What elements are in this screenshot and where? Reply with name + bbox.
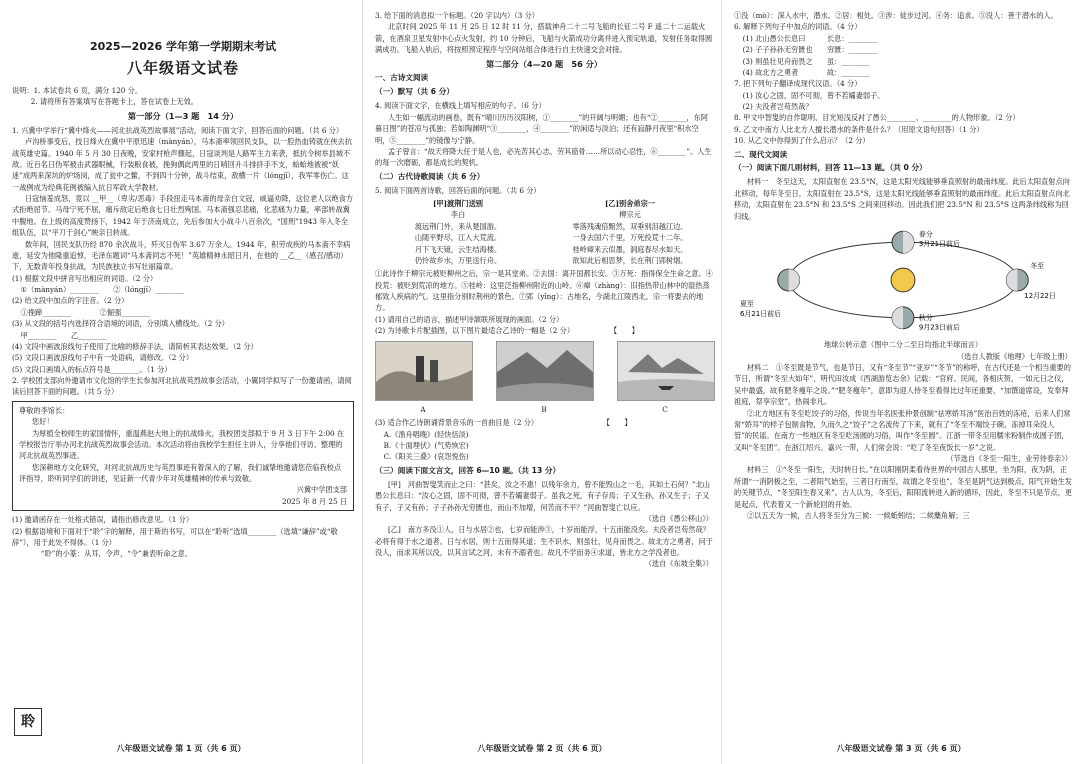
material-2-source: （节选自《冬至一阳生，业劳待春亲》）	[946, 454, 1072, 464]
material-2: 材料二 ①冬至既是节气，也是节日，又有“冬至节”“亚岁”“冬节”的称呼，在古代还是一个相当重要的节日，所谓“冬至大如年”，明代田汝成《西湖游览志余》记载：“官府、民间，各相庆贺，一如元日之仪，吴中最盛，故有肥冬瘦年之说。”“肥冬瘦年”，意即为迎人侍冬至看得比过年还重要，“加馔道席设，发奉拜祖庭，祭享宗堂”，热闹非凡。	[734, 363, 1071, 407]
letter-signature: 兴冀中学团支部	[296, 485, 347, 495]
question-item: ①（mànyán）________ ②（lóngjī）________	[20, 285, 184, 295]
label-autumn: 秋分	[918, 313, 933, 322]
subsection-title: （一）默写（共 6 分）	[375, 87, 454, 97]
passage-paragraph: 日寇恼羞成怒，竟以 __甲__（卑劣/恶毒）手段扭走马本斋的母亲白文冠，威逼劝降，这位老人以绝食方式拒绝屈节。马母宁死不屈，痛斥敌定后绝食七日壮烈殉国。马本斋强忍悲痛，化悲痛为力量，率部转战冀中腹地。在上级的高度赞扬下，1942 年于济南成立，先后参加大小战斗八百余次，“国刑”1943 年入冬全组队伍，以“平刀于剑心”映亲日转战。	[12, 194, 354, 238]
illustration-option-a	[375, 341, 471, 416]
page-footer: 八年级语文试卷 第 2 页（共 6 页）	[477, 744, 607, 754]
classical-text-b: [乙] 南方多没①人，日与水居②也，七岁而能涉③，十岁而能浮，十五而能没矣。夫没者岂苟然哉？必将有得于水之道者。日与水居，则十五而得其道；生不识水，则虽壮，见舟而畏之。故北方之勇者，问于没人，而求其所以没，以其言试之河，未有不溺者也。故凡不学而务④求道，皆北方之学没者也。	[375, 525, 713, 558]
question-4-intro: 4. 阅读下面文字，在横线上填写相应的句子。（6 分）	[375, 101, 546, 111]
poem-author: 柳宗元	[619, 210, 641, 220]
note-line: 说明：1. 本试卷共 6 页，满分 120 分。	[12, 86, 143, 96]
poem-title: [甲]渡荆门送别	[433, 199, 483, 209]
option: B.《十面埋伏》(气势恢宏)	[383, 441, 469, 451]
label-spring: 春分	[918, 230, 933, 239]
question-item: (1) 根据文段中拼音写出相应的词语。（2 分）	[12, 273, 158, 283]
question-item: (2) 根据语境和下面对于“聆”字的解释，用于斯的书写，可以在“聆听”选填________（选填“谦辞”或“敬辞”），用于此处不得体。（1 分）	[12, 526, 338, 547]
fill-in-text: 孟子曾言：“故天将降大任于是人也，必先苦其心志，劳其筋骨……所以动心忍性，⑥________”。人生的每一次磨砺，都是成长的契机。	[375, 146, 712, 168]
option: C.《阳关三叠》(哀怨悦伤)	[383, 452, 469, 462]
option: A.《渔舟唱晚》(轻快恬淡)	[383, 429, 469, 439]
poem-author: 李白	[450, 210, 466, 220]
question-item: (4) 文段中画波浪线句子使用了比喻的修辞手法，请简析其表达效果。（2 分）	[12, 341, 258, 351]
fill-in-text: 人生如一幅流动的画卷，既有“晴川历历汉阳树，①________”的开阔与明媚；也有“②________，东阿暮日图”的苍凉与孤独；若如陶渊明“③________，④________”的闲适与淡泊；还有寂静月夜里“积水空明，⑤________”的镜像与宁静。	[375, 112, 709, 145]
news-text: 北京时间 2025 年 11 月 25 日 12 时 11 分，搭载神舟二十二号飞船的长征二号 F 遥二十二运载火箭，在酒泉卫星发射中心点火发射，约 10 分钟后，飞船与火箭成功分离并进入预定轨道，发射任务取得圆满成功。飞船入轨后，将按照预定程序与空间站组合体进行自主快速交会对接。	[375, 22, 713, 55]
label-winter: 冬至	[1030, 262, 1045, 271]
page-2	[362, 0, 721, 764]
poem-line: 一身去国六千里，万死投荒十二年。	[572, 233, 688, 243]
ink-painting-icon	[617, 341, 715, 401]
question-7-intro: 7. 把下列句子翻译成现代汉语。（4 分）	[734, 79, 862, 89]
poem-a	[375, 198, 541, 266]
question-item: (5) 文段口画填入的标点符号是________。（1 分）	[12, 364, 172, 374]
question-item: (1) 汝心之固，固不可彻，曾不若孀妻弱子。	[742, 90, 885, 100]
question-item: (2) 子子孙孙无穷匮也 穷匮：________	[742, 45, 878, 55]
source-note: （选自《东坡全集》）	[644, 559, 713, 569]
poems	[375, 198, 713, 266]
classical-text-a: [甲] 河曲智叟笑而止之曰：“甚矣，汝之不惠！以残年余力，曾不能毁山之一毛，其如土石何？”北山愚公长息曰：“汝心之固，固不可彻，曾不若孀妻弱子。虽我之死，有子存焉；子又生孙，孙又生子；子又有子，子又有孙；子子孙孙无穷匮也，而山不加增，何苦而不平？”河曲智叟亡以应。	[375, 479, 710, 512]
glyph-note: “聆”的小篆：从耳，令声，“令”兼表听命之意。	[40, 549, 193, 559]
label-spring-date: 3月21日前后	[918, 240, 960, 249]
poem-line: 桂岭瘴来云似墨，洞庭春尽水如天。	[572, 244, 688, 254]
material-1: 材料一 冬至这天，太阳直射在 23.5°N，这是太阳光线能够垂直照射的最南纬度。此后太阳直射点向北移动，每年冬至日，太阳直射在 23.5°S，这是太阳光线能够垂直照射的最南纬度。此后太阳直射点向北移动，太阳直射在 23.5°N 和 23.5°S 之间来回移动。因此我们把 23.5°N 和 23.5°S 这两条纬线称为回归线。	[734, 177, 1070, 221]
option-label: B	[541, 404, 547, 414]
illustration-option-c	[617, 341, 713, 416]
passage-paragraph: 数年间，回民支队历经 870 余次战斗，歼灭日伪军 3.67 万余人。1944 年，积劳成疾的马本斋不幸病逝，延安为他隆重追悼，毛泽东题词“马本斋同志不死！”英雄精神永昭日月，在他的 __乙__（感召/感动）下，无数青年投身抗战，为民族独立书写壮丽篇章。	[12, 239, 351, 272]
invitation-letter	[12, 401, 354, 511]
earth-orbit-diagram	[734, 224, 1072, 336]
question-item: (2) 为诗歌卡片配插图，以下图片最适合乙诗的一幅是（2 分） 【 】	[375, 326, 639, 336]
option-label: C	[662, 404, 668, 414]
subsection-title: （二）古代诗歌阅读（共 6 分）	[375, 171, 485, 181]
page-1	[0, 0, 362, 764]
label-summer-date: 6月21日前后	[739, 309, 781, 318]
question-6-intro: 6. 解释下列句子中加点的词语。（4 分）	[734, 22, 862, 32]
page-3	[721, 0, 1080, 764]
question-5-intro: 5. 阅读下面两首诗歌，回答后面的问题。（共 6 分）	[375, 185, 541, 195]
poem-line: 零落残魂倍黯然，双垂别泪越江边。	[572, 221, 688, 231]
exam-term-title: 2025—2026 学年第一学期期末考试	[89, 40, 277, 53]
question-item: (3) 则虽壮见舟而畏之 虽：________	[742, 56, 871, 66]
question-9: 9. 乙文中南方人比北方人擅长潜水的条件是什么？（用原文语句回答）（1 分）	[734, 124, 984, 134]
question-item: ①挽蹄________ ②倔强________	[20, 307, 151, 317]
passage-paragraph: 卢沟桥事变后，技日烽火在冀中平原迅速（mànyán），马本斋率领回民支队，以一腔热血铸就在侠去抗战英雄史篇。1940 年 5 月 30 日夜晚，安家村枪声骤起，日寇谈判是人路军主力来袭，抵抗令树举县城不敌。近百名日伪军被击武器眼械，行装粮食被，挽狗偶此两里的日哨回升斗排挤手不支，蛤蛤地被被“妖迷”成两来深坑的炉场岗，成了瓮中之鳖，不到四十分钟，战斗结束，敌横一片（lóngjī），我军零伤亡。这一战例成为经典花例被编入抗日军政大学教材。	[12, 137, 352, 192]
question-item: 甲________ 乙________	[20, 330, 107, 340]
label-summer: 夏至	[739, 299, 754, 308]
poem-line: 月下飞天镜，云生结海楼。	[414, 244, 502, 254]
part1-title: 第一部分（1—3 题 14 分）	[127, 110, 239, 121]
material-3b: ②以五天为一候，古人将冬至分为三候：一候蚯蚓结；二候麋角解；三	[746, 510, 970, 520]
seal-script-glyph: 聆	[14, 708, 42, 736]
exam-subject-title: 八年级语文试卷	[126, 59, 239, 78]
sun-icon	[891, 268, 915, 292]
section-title: 一、古诗文阅读	[375, 73, 429, 83]
section-title: 二、现代文阅读	[734, 149, 788, 159]
letter-body: 您深耕地方文化研究，对河北抗战历史与英烈事迹有着深入的了解，我们诚挚地邀请您莅临我校点评指导，聆听同学们的讲述，见证新一代青少年对英雄精神的传承与致敬。	[19, 462, 342, 484]
material-3: 材料三 ①“冬至一阳生，天时转日长。”在以阳刚阴柔看待世界的中国古人那里，坐为阳，夜为阴，正所谓“一消阴极之至，二者阳气始至，三者日行南至，故谓之冬至也”。冬至是阴气达到极点，阳气开始生发的关键节点，“冬至阳生春又来”。古人认为，冬至后，阳阳流转进入新的循环，因此，冬至不只是节点，更是起点，代表着又一个新轮回的开始。	[734, 465, 1072, 509]
question-2-intro: 2. 学校团支部向外邀请市文化馆的学生长参加河北抗战英烈故事会活动，小翼同学拟写了一份邀请函，请阅读后回答下面的问题。（共 5 分）	[12, 376, 352, 397]
part2-title: 第二部分（4—20 题 56 分）	[485, 58, 603, 69]
ink-painting-icon	[496, 341, 594, 401]
poem-line: 欲知此后相思梦，长在荆门郢树烟。	[572, 255, 688, 265]
question-1-intro: 1. 兴冀中学举行“冀中烽火——河北抗战英烈故事展”活动，阅读下面文字，回答后面的问题。（共 6 分）	[12, 125, 344, 135]
option-label: A	[420, 404, 426, 414]
poem-line: 仍怜故乡水，万里送行舟。	[414, 255, 502, 265]
question-item: (1) 请用自己的语言，描述甲诗颔联所展现的画面。（2 分）	[375, 314, 564, 324]
question-item: (5) 文段口画波浪线句子中有一处语病，请修改。（2 分）	[12, 353, 194, 363]
letter-body: 为厚植全校师生的家国情怀，重温燕赵大地上的抗战烽火，我校团支部拟于 9 月 3 日下午 2:00 在学校报告厅举办河北抗战英烈故事会活动。本次活动将由我校学生担任主讲人，分享他们寻访、整理的河北抗战英烈事迹。	[19, 428, 345, 461]
question-item: (2) 夫没者岂苟然哉？	[742, 102, 813, 111]
subsection-title: （三）阅读下面文言文，回答 6—10 题。（共 13 分）	[375, 465, 561, 475]
subsection-title: （一）阅读下面几则材料，回答 11—13 题。（共 0 分）	[734, 163, 927, 173]
poem-b	[547, 198, 713, 266]
letter-greeting: 您好！	[31, 417, 54, 427]
question-item: (2) 给文段中加点的字注音。（2 分）	[12, 296, 129, 306]
label-autumn-date: 9月23日前后	[918, 323, 960, 332]
question-item: (1) 邀请函存在一处格式错误，请指出修改意见。（1 分）	[12, 515, 194, 525]
question-10: 10. 从乙文中你得到了什么启示？（2 分）	[734, 136, 870, 146]
question-item: (3) 适合作乙诗朗诵背景音乐的一首曲目是（2 分） 【 】	[375, 418, 632, 428]
question-item: (4) 故北方之勇者 故：________	[742, 67, 871, 77]
page-footer: 八年级语文试卷 第 3 页（共 6 页）	[836, 744, 966, 754]
question-item: (3) 从文段的括号内选择符合语境的词语，分别填入横线处。（2 分）	[12, 319, 229, 329]
question-item: (1) 北山愚公长息曰 长息：________	[742, 33, 878, 43]
letter-date: 2025 年 8 月 25 日	[282, 496, 347, 506]
poem-line: 山随平野尽，江入大荒流。	[414, 233, 502, 243]
source-note: （选自《愚公移山》）	[644, 513, 713, 523]
letter-salutation: 尊敬的李馆长：	[19, 405, 70, 415]
ink-painting-icon	[375, 341, 473, 401]
poem-line: 渡远荆门外，来从楚国游。	[414, 221, 502, 231]
label-winter-date: 12月22日	[1024, 291, 1056, 300]
poem-notes: ①此诗作于柳宗元被贬柳州之后，宗一是其堂弟。②去国：离开国都长安。③万死：指得保全生命之意。④投荒：被贬到荒凉的地方。⑤桂岭：这里泛指柳州附近的山岭。⑥瘴（zhàng）：旧指热带山林中的湿热蒸郁致人疾病的气。这里指分别时荆州的景色。⑦郢（yǐng）：古地名，今湖北江陵西北，宗一将要去的地方。	[375, 269, 713, 313]
classical-notes: ①没（mò）：深入水中，潜水。②居：相处。③涉：徒步过河。④务：追求。⑤没人：善于潜水的人。	[734, 11, 1058, 20]
page-footer: 八年级语文试卷 第 1 页（共 6 页）	[116, 744, 246, 754]
poem-title: [乙]别舍弟宗一	[605, 199, 655, 209]
illustration-option-b	[496, 341, 592, 416]
illustration-options	[375, 341, 713, 416]
question-3-intro: 3. 给下面的消息拟一个标题。（20 字以内）（3 分）	[375, 11, 539, 20]
note-line: 2. 请将所有答案填写在答题卡上，答在试卷上无效。	[30, 97, 198, 107]
diagram-caption: 地球公转示意（图中二分二至日均指北半球而言）	[823, 340, 983, 350]
question-8: 8. 甲文中智叟的自作聪明、目光短浅反衬了愚公________、________的人物形象。（2 分）	[734, 113, 1020, 123]
diagram-source: （选自人教版《地理》七年级上册）	[956, 351, 1072, 361]
material-2b: ②北方地区有冬至吃饺子的习俗，传说当年名医张仲景创制“祛寒娇耳汤”医治百姓的冻疮，后来人们常常“娇耳”的样子包制食物，久而久之“饺子”之名流传了下来，就有了“冬至不端饺子碗，冻掉耳朵没人管”的民谣。在南方一些地区有冬至吃汤圆的习俗，叫作“冬至圆”。江浙一带冬至用糯米粉制作成圆子团，又叫“冬至团”。在浙江绍兴、嘉兴一带，人们常会说：“吃了冬至夜饭长一岁”之说。	[734, 408, 1071, 452]
